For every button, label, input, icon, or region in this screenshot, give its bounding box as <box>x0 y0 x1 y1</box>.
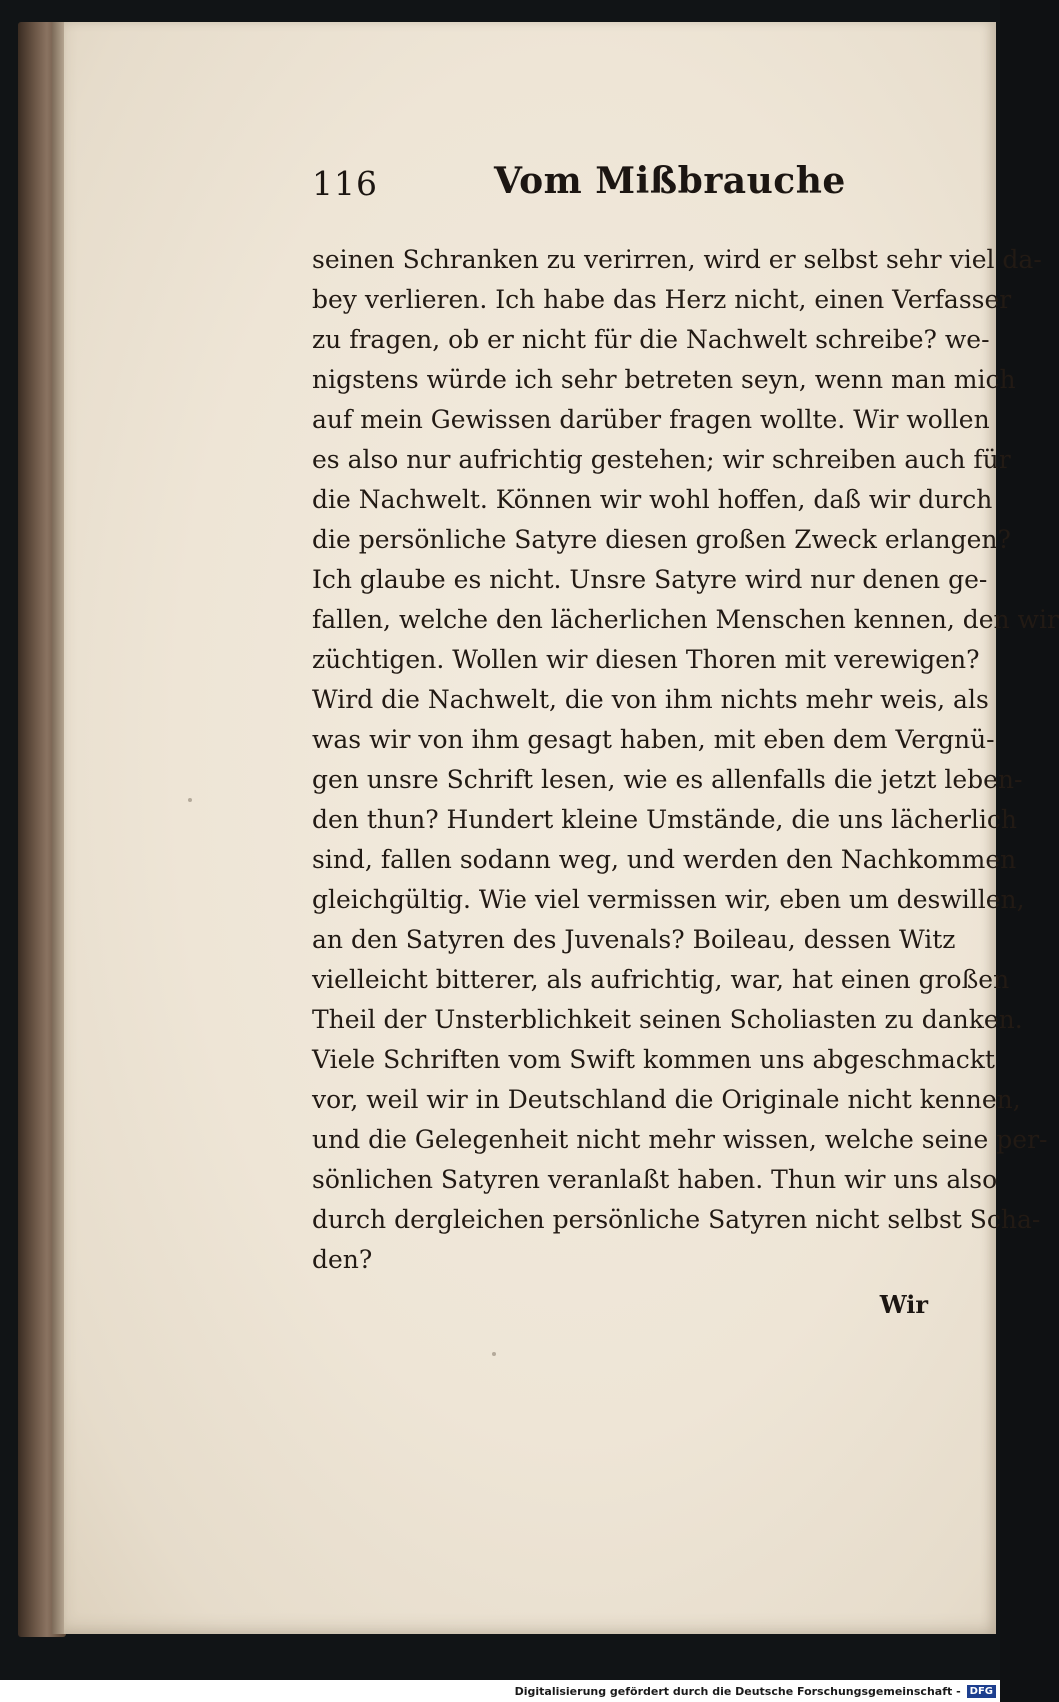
text-line: an den Satyren des Juvenals? Boileau, dessen Witz <box>312 925 956 954</box>
text-line: nigstens würde ich sehr betreten seyn, wenn man mich <box>312 365 1016 394</box>
text-line: Theil der Unsterblichkeit seinen Scholiasten zu danken. <box>312 1005 1023 1034</box>
paper-speck <box>188 798 192 802</box>
text-line: den? <box>312 1245 373 1274</box>
text-line: fallen, welche den lächerlichen Menschen kennen, den wir <box>312 605 1059 634</box>
page-number: 116 <box>312 164 378 203</box>
text-line: vor, weil wir in Deutschland die Originale nicht kennen, <box>312 1085 1021 1114</box>
running-head: Vom Mißbrauche <box>494 160 846 202</box>
text-line: Viele Schriften vom Swift kommen uns abgeschmackt <box>312 1045 995 1074</box>
footer-credit: Digitalisierung gefördert durch die Deutsche Forschungsgemeinschaft - <box>514 1684 961 1698</box>
text-line: auf mein Gewissen darüber fragen wollte. Wir wollen <box>312 405 990 434</box>
text-line: züchtigen. Wollen wir diesen Thoren mit verewigen? <box>312 645 980 674</box>
text-line: es also nur aufrichtig gestehen; wir schreiben auch für <box>312 445 1011 474</box>
text-line: seinen Schranken zu verirren, wird er selbst sehr viel da- <box>312 245 1042 274</box>
dfg-logo-icon: DFG <box>967 1685 996 1698</box>
text-line: sind, fallen sodann weg, und werden den Nachkommen <box>312 845 1017 874</box>
text-line: den thun? Hundert kleine Umstände, die uns lächerlich <box>312 805 1017 834</box>
digitization-footer <box>0 1680 1000 1702</box>
catchword: Wir <box>879 1290 928 1319</box>
text-line: vielleicht bitterer, als aufrichtig, war, hat einen großen <box>312 965 1010 994</box>
text-line: bey verlieren. Ich habe das Herz nicht, einen Verfasser <box>312 285 1012 314</box>
text-line: gen unsre Schrift lesen, wie es allenfalls die jetzt leben- <box>312 765 1023 794</box>
text-line: durch dergleichen persönliche Satyren nicht selbst Scha- <box>312 1205 1041 1234</box>
text-line: zu fragen, ob er nicht für die Nachwelt schreibe? we- <box>312 325 990 354</box>
text-line: Wird die Nachwelt, die von ihm nichts mehr weis, als <box>312 685 989 714</box>
body-text <box>312 240 1059 1280</box>
text-line: was wir von ihm gesagt haben, mit eben dem Vergnü- <box>312 725 995 754</box>
text-line: gleichgültig. Wie viel vermissen wir, eben um deswillen, <box>312 885 1025 914</box>
text-line: sönlichen Satyren veranlaßt haben. Thun wir uns also <box>312 1165 998 1194</box>
text-line: und die Gelegenheit nicht mehr wissen, welche seine per- <box>312 1125 1048 1154</box>
text-line: Ich glaube es nicht. Unsre Satyre wird nur denen ge- <box>312 565 988 594</box>
text-line: die persönliche Satyre diesen großen Zweck erlangen? <box>312 525 1011 554</box>
paper-speck <box>492 1352 496 1356</box>
page-header <box>312 160 932 220</box>
text-line: die Nachwelt. Können wir wohl hoffen, daß wir durch <box>312 485 993 514</box>
